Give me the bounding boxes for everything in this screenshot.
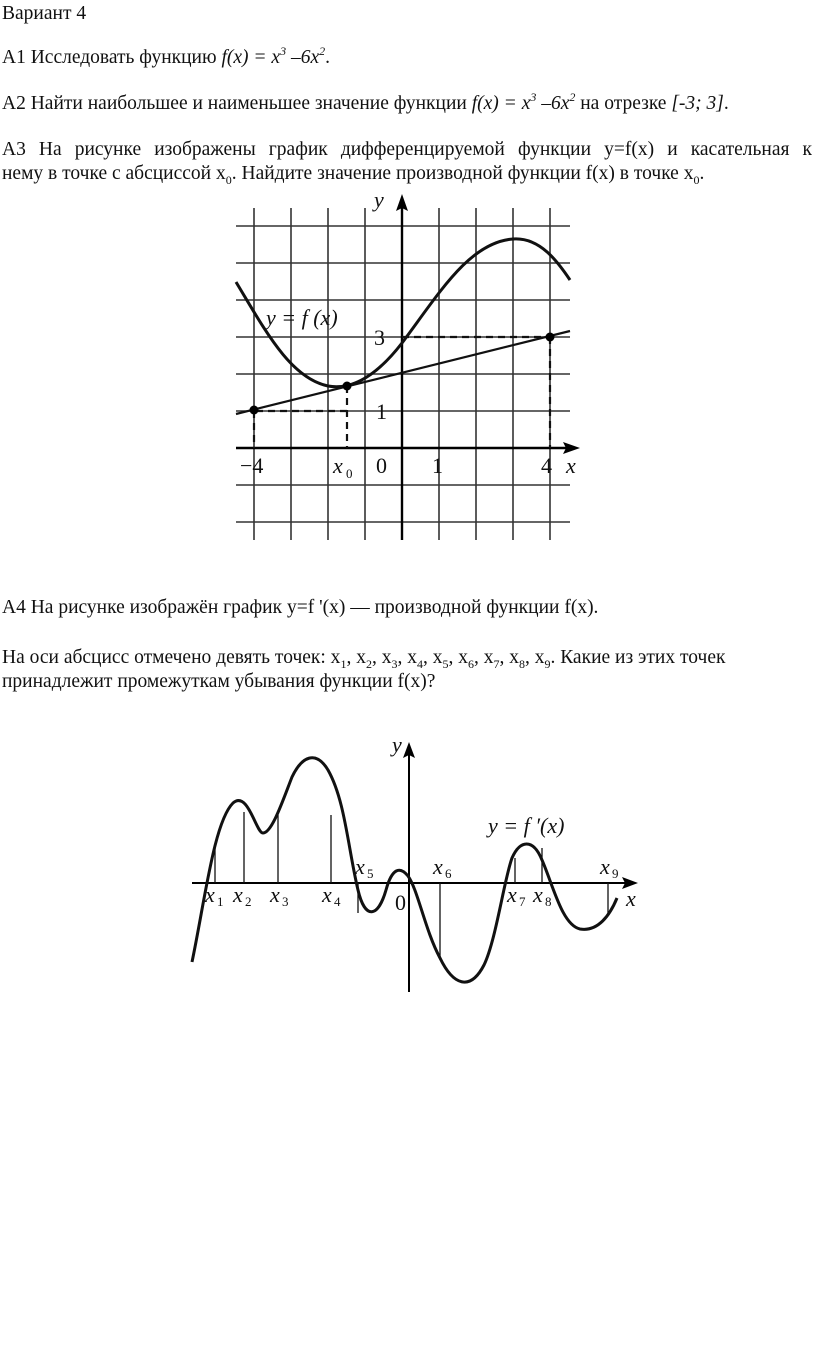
graph1-x-label: x — [566, 453, 576, 478]
graph1-x-tick-x0: x — [333, 453, 343, 478]
svg-text:4: 4 — [334, 894, 341, 909]
svg-text:x: x — [600, 854, 610, 879]
graph1-x-tick-0: 0 — [376, 453, 387, 478]
graph1-x-tick-1: 1 — [432, 453, 443, 478]
graph1-x-tick-x0-sub: 0 — [346, 466, 353, 481]
graph2-point-label-x8 — [532, 882, 552, 909]
graph2-point-label-x7 — [506, 882, 526, 909]
svg-text:x: x — [270, 882, 280, 907]
graph2-y-label: y — [392, 732, 402, 757]
graph2-func-label: y = f ′(x) — [488, 813, 565, 838]
graph1-x-tick-m4: −4 — [240, 453, 264, 478]
graph2-point-label-x1 — [204, 882, 224, 909]
graph2-point-label-x4 — [321, 882, 341, 909]
graph2-x-label: x — [626, 886, 636, 911]
svg-text:x: x — [205, 882, 215, 907]
svg-text:5: 5 — [367, 866, 374, 881]
svg-text:2: 2 — [245, 894, 252, 909]
graph1-y-tick-1: 1 — [376, 399, 387, 424]
graph2-point-label-x2 — [232, 882, 252, 909]
a2-interval: [-3; 3] — [671, 93, 724, 114]
a1-number: А1 — [2, 47, 26, 68]
svg-text:1: 1 — [217, 894, 224, 909]
a4-line1: А4 На рисунке изображён график y=f '(x) — производной функции f(x). — [2, 597, 599, 618]
task-a2: А2 Найти наибольшее и наименьшее значение функции $f(x) = x^3$ $-6x^2$ на отрезке [-3; 3]. — [2, 89, 729, 114]
a3-line2: нему в точке с абсциссой $x_0$. Найдите значение производной функции f(x) в точке $x_0$. — [2, 163, 705, 187]
graph1-y-tick-3: 3 — [374, 325, 385, 350]
svg-text:x: x — [233, 882, 243, 907]
svg-text:x: x — [322, 882, 332, 907]
svg-text:6: 6 — [445, 866, 452, 881]
a3-line1: А3 На рисунке изображены график дифференцируемой функции y=f(x) и касательная к — [2, 139, 812, 160]
graph2-origin: 0 — [395, 890, 406, 915]
graph1-y-label: y — [374, 187, 384, 212]
graph2-point-label-x6 — [432, 854, 452, 881]
svg-text:8: 8 — [545, 894, 552, 909]
graph2-point-label-x9 — [599, 854, 619, 881]
a4-line2: На оси абсцисс отмечено девять точек: $x_1$, $x_2$, $x_3$, $x_4$, $x_5$, $x_6$, $x_7$, $x_8$, $x_9$. Какие из этих точек — [2, 647, 726, 671]
a2-tail: на отрезке — [580, 93, 667, 114]
svg-text:7: 7 — [519, 894, 526, 909]
task-a1: А1 Исследовать функцию $f(x) = x^3$ $-6x^2$. — [2, 43, 330, 68]
a1-formula: $f(x) = x^3$ $-6x^2$ — [221, 43, 326, 68]
a2-formula: $f(x) = x^3$ $-6x^2$ — [471, 89, 576, 114]
graph2-point-label-x5 — [354, 854, 374, 881]
graph1-func-label: y = f (x) — [266, 305, 338, 330]
a1-text: Исследовать функцию — [30, 47, 217, 68]
graph2-derivative-curve — [192, 758, 617, 982]
a4-line3: принадлежит промежуткам убывания функции f(x)? — [2, 671, 436, 692]
graph1-x-tick-4: 4 — [541, 453, 552, 478]
svg-text:x: x — [507, 882, 517, 907]
svg-text:9: 9 — [612, 866, 619, 881]
svg-text:x: x — [533, 882, 543, 907]
svg-text:3: 3 — [282, 894, 289, 909]
variant-title: Вариант 4 — [2, 3, 87, 24]
svg-text:x: x — [355, 854, 365, 879]
a2-text: Найти наибольшее и наименьшее значение функции — [30, 93, 467, 114]
a2-number: А2 — [2, 93, 26, 114]
svg-text:x: x — [433, 854, 443, 879]
graph2-point-label-x3 — [269, 882, 289, 909]
